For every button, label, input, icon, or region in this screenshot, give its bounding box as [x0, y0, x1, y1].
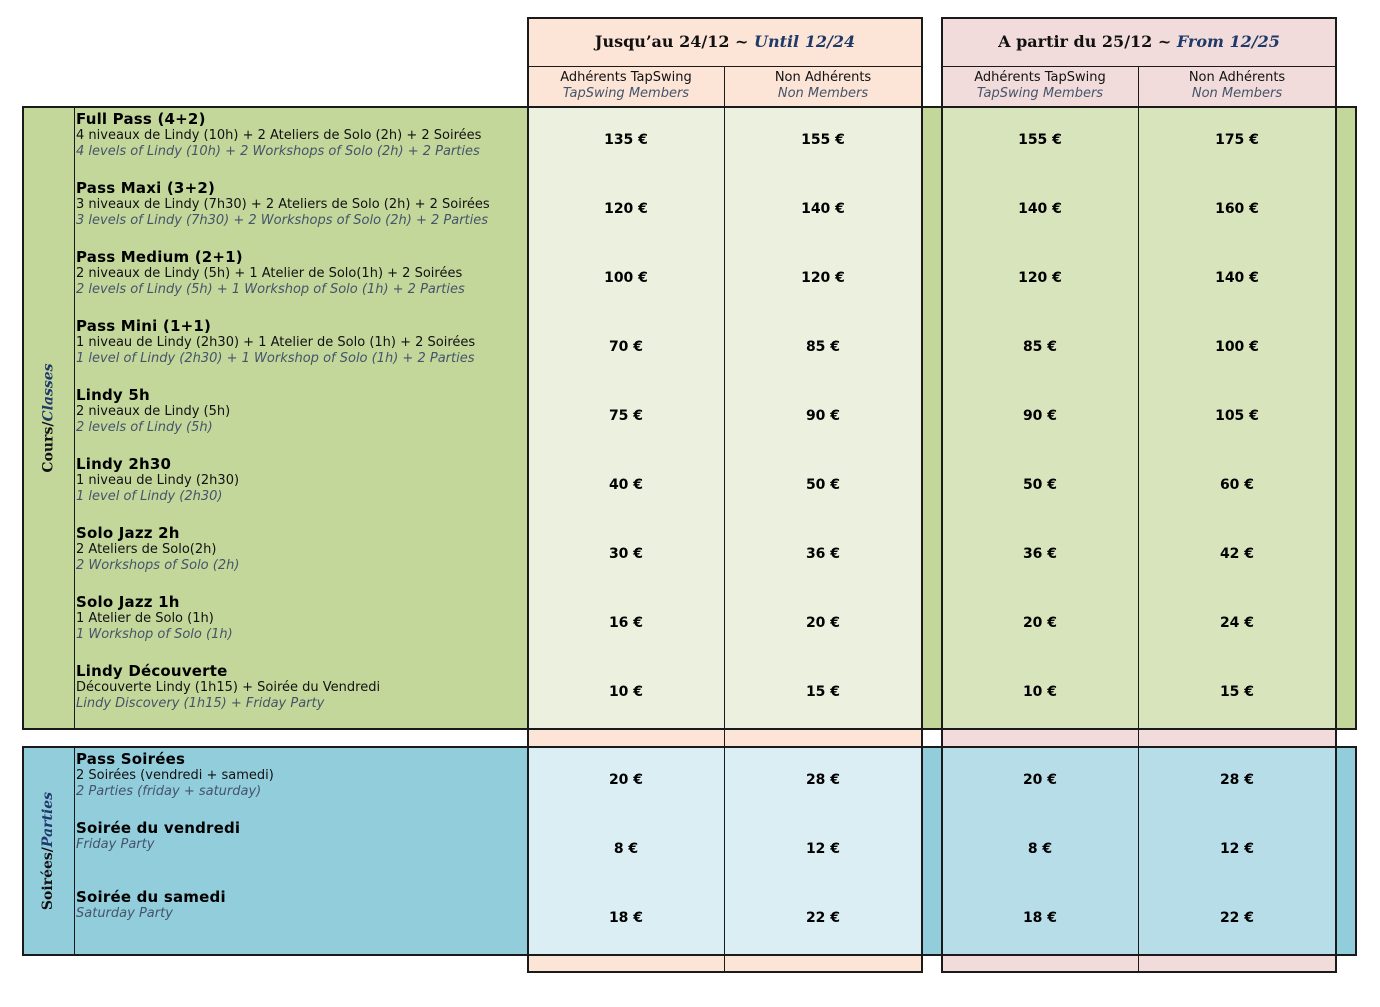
- item-name: Solo Jazz 2h: [76, 524, 180, 542]
- classes-label-divider: [74, 107, 75, 729]
- price-cell: 22 €: [1219, 910, 1255, 926]
- price-cell: 30 €: [608, 546, 644, 562]
- price-cell: 50 €: [1022, 477, 1058, 493]
- price-cell: 155 €: [1018, 132, 1062, 148]
- parties-label-fr: Soirées/: [40, 847, 57, 911]
- price-cell: 85 €: [805, 339, 841, 355]
- price-cell: 85 €: [1022, 339, 1058, 355]
- item-description-en: 2 Parties (friday + saturday): [76, 784, 262, 799]
- item-description-fr: 2 Ateliers de Solo(2h): [76, 542, 217, 557]
- price-cell: 24 €: [1219, 615, 1255, 631]
- price-cell: 8 €: [1027, 841, 1053, 857]
- period-1-title-fr: Jusqu’au 24/12 ~: [594, 32, 754, 51]
- item-description-en: Lindy Discovery (1h15) + Friday Party: [76, 696, 325, 711]
- period-2-title-en: From 12/25: [1176, 32, 1280, 51]
- parties-label-en: Parties: [40, 791, 57, 848]
- period-1-title-divider: [528, 66, 922, 67]
- item-description-en: Saturday Party: [76, 906, 173, 921]
- item-name: Full Pass (4+2): [76, 110, 206, 128]
- price-cell: 90 €: [805, 408, 841, 424]
- classes-side-label: [41, 363, 57, 472]
- price-cell: 75 €: [608, 408, 644, 424]
- item-name: Pass Maxi (3+2): [76, 179, 216, 197]
- price-cell: 18 €: [1022, 910, 1058, 926]
- price-cell: 140 €: [1018, 201, 1062, 217]
- parties-side-label-cell: [23, 747, 74, 955]
- parties-side-label: [41, 792, 57, 910]
- price-cell: 105 €: [1215, 408, 1259, 424]
- item-description-fr: Découverte Lindy (1h15) + Soirée du Vendredi: [76, 680, 381, 695]
- period-2-nonmember-header: [1139, 70, 1335, 102]
- price-cell: 36 €: [805, 546, 841, 562]
- price-cell: 20 €: [608, 772, 644, 788]
- price-cell: 90 €: [1022, 408, 1058, 424]
- parties-label-divider: [74, 747, 75, 955]
- item-description-fr: 4 niveaux de Lindy (10h) + 2 Ateliers de Solo (2h) + 2 Soirées: [76, 128, 482, 143]
- price-cell: 120 €: [604, 201, 648, 217]
- price-cell: 12 €: [805, 841, 841, 857]
- item-description-en: 2 levels of Lindy (5h): [76, 420, 213, 435]
- item-name: Solo Jazz 1h: [76, 593, 180, 611]
- item-description-en: 2 levels of Lindy (5h) + 1 Workshop of Solo (1h) + 2 Parties: [76, 282, 465, 297]
- item-description-en: 2 Workshops of Solo (2h): [76, 558, 240, 573]
- price-cell: 10 €: [1022, 684, 1058, 700]
- classes-side-label-cell: [23, 107, 74, 729]
- period-2-member-header: [942, 70, 1138, 102]
- item-name: Soirée du vendredi: [76, 819, 241, 837]
- price-cell: 120 €: [1018, 270, 1062, 286]
- item-description-en: 1 level of Lindy (2h30) + 1 Workshop of Solo (1h) + 2 Parties: [76, 351, 475, 366]
- item-description-fr: 2 niveaux de Lindy (5h) + 1 Atelier de Solo(1h) + 2 Soirées: [76, 266, 463, 281]
- member-header-fr: Adhérents TapSwing: [974, 70, 1106, 85]
- member-header-en: TapSwing Members: [976, 86, 1104, 101]
- price-cell: 20 €: [805, 615, 841, 631]
- price-cell: 175 €: [1215, 132, 1259, 148]
- classes-label-en: Classes: [40, 363, 57, 422]
- member-header-fr: Adhérents TapSwing: [560, 70, 692, 85]
- item-description-en: 1 Workshop of Solo (1h): [76, 627, 233, 642]
- price-cell: 140 €: [1215, 270, 1259, 286]
- period-2-title-fr: A partir du 25/12 ~: [998, 32, 1177, 51]
- price-cell: 28 €: [805, 772, 841, 788]
- item-description-fr: 1 niveau de Lindy (2h30): [76, 473, 240, 488]
- nonmember-header-fr: Non Adhérents: [1188, 70, 1286, 85]
- period-1-nonmember-header: [725, 70, 921, 102]
- item-name: Pass Soirées: [76, 750, 186, 768]
- item-name: Lindy 2h30: [76, 455, 172, 473]
- price-cell: 15 €: [1219, 684, 1255, 700]
- period-2-title: [942, 18, 1336, 66]
- price-cell: 8 €: [613, 841, 639, 857]
- price-cell: 50 €: [805, 477, 841, 493]
- price-cell: 70 €: [608, 339, 644, 355]
- item-description-fr: 1 niveau de Lindy (2h30) + 1 Atelier de Solo (1h) + 2 Soirées: [76, 335, 476, 350]
- price-cell: 15 €: [805, 684, 841, 700]
- item-description-fr: 2 Soirées (vendredi + samedi): [76, 768, 274, 783]
- price-cell: 60 €: [1219, 477, 1255, 493]
- period-1-title-en: Until 12/24: [754, 32, 856, 51]
- nonmember-header-en: Non Members: [777, 86, 869, 101]
- item-name: Lindy Découverte: [76, 662, 228, 680]
- price-cell: 155 €: [801, 132, 845, 148]
- item-description-fr: 3 niveaux de Lindy (7h30) + 2 Ateliers de Solo (2h) + 2 Soirées: [76, 197, 490, 212]
- price-cell: 42 €: [1219, 546, 1255, 562]
- nonmember-header-en: Non Members: [1191, 86, 1283, 101]
- price-cell: 12 €: [1219, 841, 1255, 857]
- price-cell: 140 €: [801, 201, 845, 217]
- item-description-en: 4 levels of Lindy (10h) + 2 Workshops of Solo (2h) + 2 Parties: [76, 144, 480, 159]
- period-1-title: [528, 18, 922, 66]
- price-cell: 16 €: [608, 615, 644, 631]
- price-cell: 100 €: [604, 270, 648, 286]
- item-description-fr: 1 Atelier de Solo (1h): [76, 611, 214, 626]
- price-cell: 36 €: [1022, 546, 1058, 562]
- price-cell: 18 €: [608, 910, 644, 926]
- nonmember-header-fr: Non Adhérents: [774, 70, 872, 85]
- item-description-en: 3 levels of Lindy (7h30) + 2 Workshops of Solo (2h) + 2 Parties: [76, 213, 489, 228]
- price-cell: 10 €: [608, 684, 644, 700]
- price-cell: 20 €: [1022, 772, 1058, 788]
- price-cell: 135 €: [604, 132, 648, 148]
- item-name: Pass Medium (2+1): [76, 248, 243, 266]
- price-cell: 28 €: [1219, 772, 1255, 788]
- period-1-member-header: [528, 70, 724, 102]
- item-name: Pass Mini (1+1): [76, 317, 212, 335]
- price-cell: 20 €: [1022, 615, 1058, 631]
- price-cell: 40 €: [608, 477, 644, 493]
- period-2-title-divider: [942, 66, 1336, 67]
- price-cell: 160 €: [1215, 201, 1259, 217]
- classes-label-fr: Cours/: [40, 421, 57, 473]
- price-cell: 100 €: [1215, 339, 1259, 355]
- item-name: Soirée du samedi: [76, 888, 226, 906]
- item-description-fr: 2 niveaux de Lindy (5h): [76, 404, 231, 419]
- member-header-en: TapSwing Members: [562, 86, 690, 101]
- price-cell: 22 €: [805, 910, 841, 926]
- price-cell: 120 €: [801, 270, 845, 286]
- item-description-en: Friday Party: [76, 837, 155, 852]
- item-description-en: 1 level of Lindy (2h30): [76, 489, 223, 504]
- item-name: Lindy 5h: [76, 386, 150, 404]
